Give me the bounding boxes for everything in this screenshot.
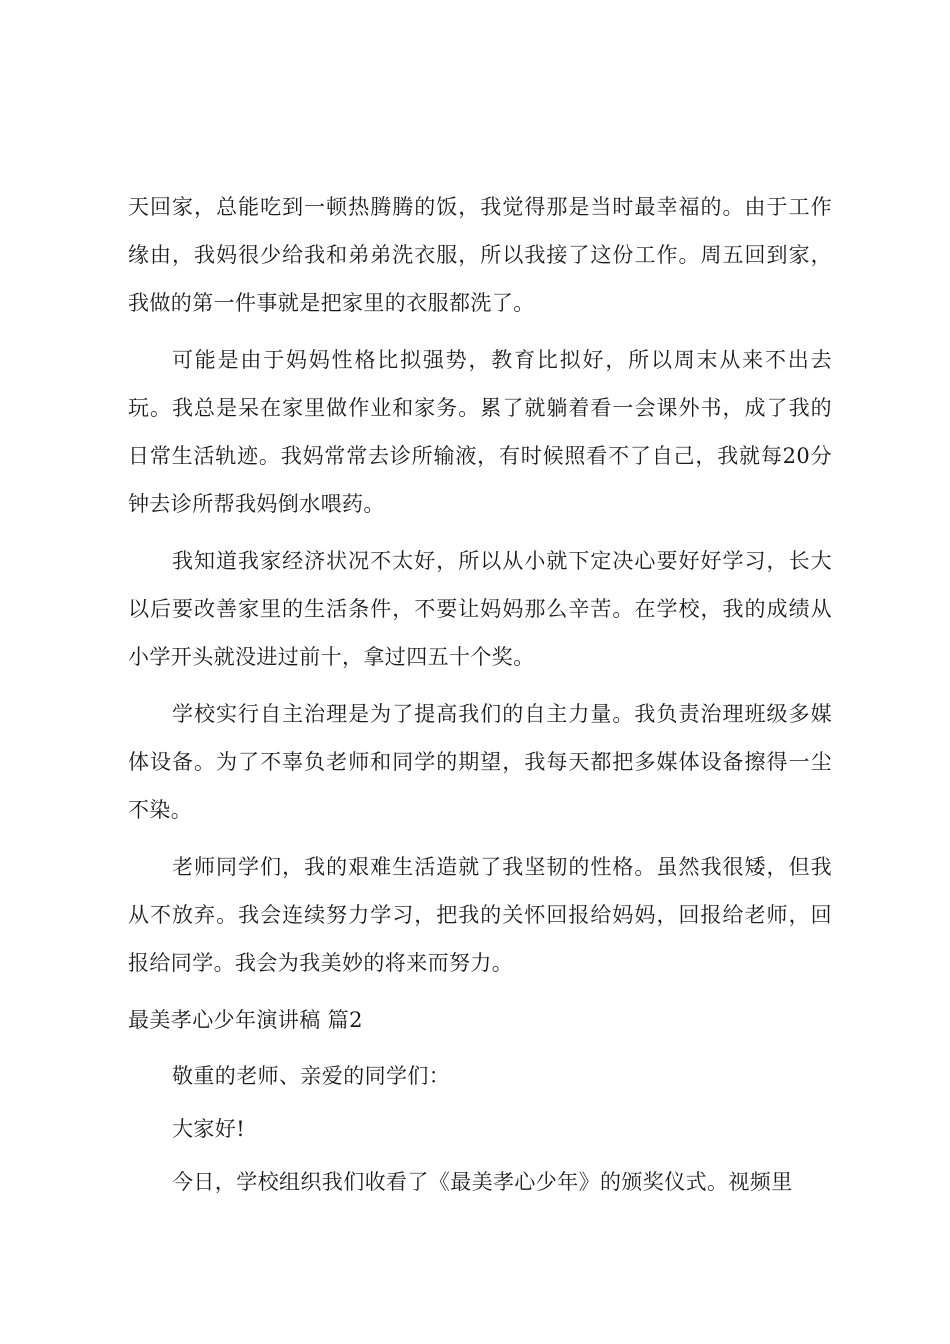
section-heading: 最美孝心少年演讲稿 篇2 xyxy=(128,1008,363,1032)
greeting: 大家好! xyxy=(172,1117,246,1141)
paragraph: 老师同学们，我的艰难生活造就了我坚韧的性格。虽然我很矮，但我从不放弃。我会连续努力学习，把我的关怀回报给妈妈，回报给老师，回报给同学。我会为我美妙的将来而努力。 xyxy=(128,855,832,975)
paragraph-continued: 天回家，总能吃到一顿热腾腾的饭，我觉得那是当时最幸福的。由于工作缘由，我妈很少给我和弟弟洗衣服，所以我接了这份工作。周五回到家，我做的第一件事就是把家里的衣服都洗了。 xyxy=(128,195,832,315)
paragraph: 可能是由于妈妈性格比拟强势，教育比拟好，所以周末从来不出去玩。我总是呆在家里做作业和家务。累了就躺着看一会课外书，成了我的日常生活轨迹。我妈常常去诊所输液，有时候照看不了自己，我就每20分钟去诊所帮我妈倒水喂药。 xyxy=(128,348,832,516)
paragraph: 我知道我家经济状况不太好，所以从小就下定决心要好好学习，长大以后要改善家里的生活条件，不要让妈妈那么辛苦。在学校，我的成绩从小学开头就没进过前十，拿过四五十个奖。 xyxy=(128,549,832,669)
paragraph: 学校实行自主治理是为了提高我们的自主力量。我负责治理班级多媒体设备。为了不辜负老师和同学的期望，我每天都把多媒体设备擦得一尘不染。 xyxy=(128,702,832,822)
salutation: 敬重的老师、亲爱的同学们： xyxy=(172,1064,451,1088)
paragraph: 今日，学校组织我们收看了《最美孝心少年》的颁奖仪式。视频里 xyxy=(172,1170,793,1194)
document-body xyxy=(128,183,832,1215)
